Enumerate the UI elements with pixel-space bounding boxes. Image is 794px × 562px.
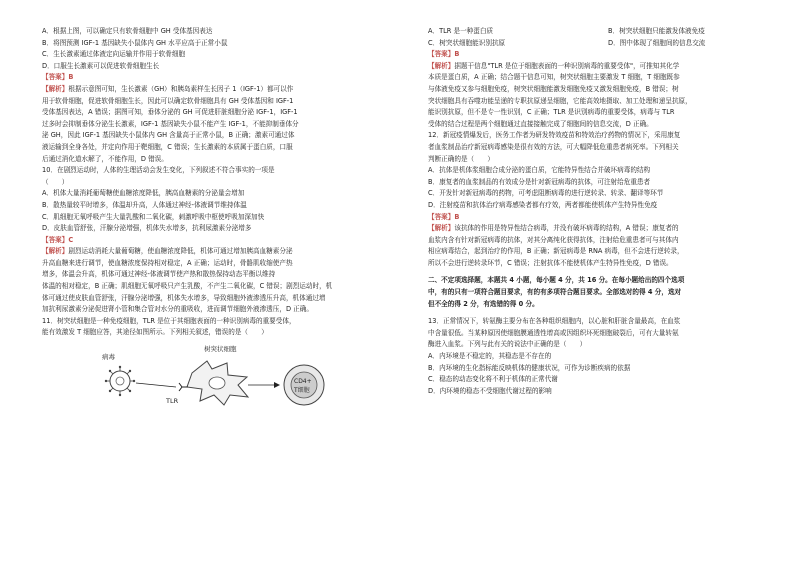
arrow-line xyxy=(136,383,176,387)
explanation-line: 与体液免疫又参与细胞免疫，树突状细胞能激发细胞免疫又激发细胞免疫，B 错误；树 xyxy=(428,84,679,93)
explanation-line: 后通过消化道水解了，不能作用，D 错误。 xyxy=(42,154,168,163)
explanation-line: 根据示意图可知，生长激素（GH）和胰岛素样生长因子 1（IGF-1）都可以作 xyxy=(68,84,294,93)
right-column xyxy=(428,26,788,397)
question-13: 13．正常情况下，转氨酶主要分布在各种组织细胞内，以心脏和肝脏含量最高，在血浆 xyxy=(428,317,681,326)
explanation-line: 增多，体温会升高，机体可通过神经-体液调节使产热和散热保持动态平衡以维持 xyxy=(42,270,276,279)
explanation-line: 能识别抗原，但不是专一性识别，C 正确；TLR 是识别病毒的重要受体，病毒与 TLR xyxy=(428,108,675,117)
immune-diagram-svg xyxy=(42,341,342,411)
explanation-line: 本质是蛋白质，A 正确；结合题干信息可知，树突状细胞主要激发 T 细胞，T 细胞既参 xyxy=(428,73,680,82)
option-b: B．康复者的血浆制品的有效成分是针对新冠病毒的抗体，可注射给危重患者 xyxy=(428,177,651,186)
question-13-cont: 中含量很低。当某种原因使细胞膜通透性增高或因组织坏死细胞破裂后，可有大量转氨 xyxy=(428,328,679,337)
immune-diagram xyxy=(42,341,402,411)
explanation-line: 体可通过使皮肤血管舒张，汗腺分泌增强，机体失水增多，导致细胞外液渗透压升高，机体通过增 xyxy=(42,293,326,302)
explanation-label: 【解析】 xyxy=(42,247,69,256)
section-heading-cont: 但不全的得 2 分，有选错的得 0 分。 xyxy=(428,299,539,308)
explanation-line: 用于软骨细胞，促进软骨细胞生长，因此可以确定软骨细胞具有 GH 受体基因和 IGF-1 xyxy=(42,96,294,105)
explanation-label: 【解析】 xyxy=(42,84,69,93)
question-12-cont: 判断正确的是（ ） xyxy=(428,154,494,163)
explanation-line: 液运输到全身各处，并定向作用于靶细胞，C 错误；生长激素的本质属于蛋白质，口服 xyxy=(42,142,293,151)
explanation-line: 体温的相对稳定，B 正确；肌细胞无氧呼吸只产生乳酸，不产生二氧化碳，C 错误；剧烈运动时，机 xyxy=(42,282,333,291)
explanation-line: 受体基因表达，A 错误；据图可知，垂体分泌的 GH 可促进肝脏细胞分泌 IGF-1，IGF-1 xyxy=(42,108,298,117)
option-c: C．开发针对新冠病毒的药物，可考虑阻断病毒的进行逆转录、转录、翻译等环节 xyxy=(428,189,664,198)
question-12-cont: 者血浆制品治疗新冠病毒感染是很有效的方法，可大幅降低危重患者病死率。下列相关 xyxy=(428,142,679,151)
explanation-line: 加抗利尿激素分泌促进肾小管和集合管对水分的重吸收，进而调节细胞外液渗透压，D 正确。 xyxy=(42,305,313,314)
explanation-line: 受体的结合过程是两个细胞通过直接接触完成了细胞间的信息交流，D 正确。 xyxy=(428,119,653,128)
option-c: C．稳态的动态变化将不利于机体的正常代谢 xyxy=(428,375,558,384)
t-cell-icon xyxy=(284,365,324,405)
answer-label: 【答案】C xyxy=(42,235,74,244)
section-heading-cont: 中，有的只有一项符合题目要求，有的有多项符合题目要求。全部选对的得 4 分，选对 xyxy=(428,288,682,297)
option-c: C．肌细胞无氧呼吸产生大量乳酸和二氧化碳，刺激呼吸中枢使呼吸加深加快 xyxy=(42,212,265,221)
options-row xyxy=(428,38,788,50)
option-b: B．树突状细胞只能激发体液免疫 xyxy=(608,27,705,35)
option-a: A．抗体是机体浆细胞合成分泌的蛋白质，它能特异性结合并破坏病毒的结构 xyxy=(428,166,651,175)
option-c: C．生长激素通过体液定向运输并作用于软骨细胞 xyxy=(42,50,186,59)
dc-label: 树突状细胞 xyxy=(204,345,237,354)
option-a: A．TLR 是一种蛋白质 xyxy=(428,27,494,35)
question-13-cont: 酶进入血浆。下列与此有关的说法中正确的是（ ） xyxy=(428,340,587,349)
explanation-paragraph xyxy=(42,246,402,258)
option-d: D．内环境的稳态不受细胞代谢过程的影响 xyxy=(428,386,552,395)
explanation-line: 突状细胞具有吞噬功能呈递的专职抗原递呈细胞，它能高效地摄取、加工处理和递呈抗原， xyxy=(428,96,692,105)
explanation-label: 【解析】 xyxy=(428,61,455,70)
explanation-paragraph xyxy=(428,223,788,235)
tlr-label: TLR xyxy=(166,397,179,406)
question-12: 12．新冠疫情爆发后，医务工作者为研发特效疫苗和特效治疗药物的情况下，采用康复 xyxy=(428,131,681,140)
tlr-receptor-icon xyxy=(179,383,188,391)
explanation-line: 该抗体的作用是特异性结合病毒，并没有破坏病毒的结构，A 错误；康复者的 xyxy=(454,224,679,233)
explanation-line: 据题干信息"TLR 是位于细胞表面的一种识别病毒的重要受体"，可推知其化学 xyxy=(454,61,680,70)
section-heading: 二、不定项选择题，本题共 4 小题，每小题 4 分，共 16 分。在每小题给出的四个选项 xyxy=(428,276,685,285)
virus-icon xyxy=(105,366,135,396)
left-column xyxy=(42,26,402,415)
option-b: B．散热量较平时增多，体温却升高，人体通过神经-体液调节维持体温 xyxy=(42,200,247,209)
answer-label: 【答案】B xyxy=(42,73,74,82)
options-row xyxy=(428,26,788,38)
virus-label: 病毒 xyxy=(102,353,115,362)
explanation-line: 过多时会抑制垂体分泌生长激素，IGF-1 基因缺失小鼠不能产生 IGF-1，不能抑制垂体分 xyxy=(42,119,299,128)
explanation-line: 所以不会进行逆转录环节，C 错误；注射抗体不能使机体产生特异性免疫，D 错误。 xyxy=(428,258,673,267)
option-d: D．口服生长激素可以促进软骨细胞生长 xyxy=(42,61,160,70)
option-b: B．将图预测 IGF-1 基因缺失小鼠体内 GH 水平应高于正常小鼠 xyxy=(42,38,228,47)
option-d: D．皮肤血管舒张，汗腺分泌增强，机体失水增多，抗利尿激素分泌增多 xyxy=(42,224,252,233)
cd4-label: CD4+ xyxy=(294,378,312,386)
question-paren: （ ） xyxy=(42,177,69,186)
dendritic-cell-icon xyxy=(187,361,248,405)
answer-label: 【答案】B xyxy=(428,212,460,221)
question-11: 11．树突状细胞是一种免疫细胞，TLR 是位于其细胞表面的一种识别病毒的重要受体， xyxy=(42,316,296,325)
t-cell-label: T细胞 xyxy=(294,387,310,395)
question-10: 10．在剧烈运动时，人体的生理活动会发生变化，下列叙述不符合事实的一项是 xyxy=(42,166,275,175)
option-c: C．树突状细胞能识别抗原 xyxy=(428,38,506,47)
explanation-line: 血浆内含有针对新冠病毒的抗体，对其分离纯化获得抗体，注射给危重患者可与其体内 xyxy=(428,235,679,244)
option-a: A．机体大量消耗葡萄糖使血糖浓度降低，胰高血糖素的分泌量会增加 xyxy=(42,189,245,198)
explanation-line: 剧烈运动消耗大量葡萄糖，使血糖浓度降低，机体可通过增加胰高血糖素分泌 xyxy=(68,247,293,256)
explanation-label: 【解析】 xyxy=(428,224,455,233)
explanation-line: 相应病毒结合，起到治疗的作用，B 正确；新冠病毒是 RNA 病毒，但不会进行逆转录， xyxy=(428,247,684,256)
option-a: A．根据上图，可以确定只有软骨细胞中 GH 受体基因表达 xyxy=(42,27,213,35)
option-d: D．注射疫苗和抗体治疗病毒感染者都有疗效，两者都能使机体产生特异性免疫 xyxy=(428,200,658,209)
explanation-line: 升高血糖来进行调节，使血糖浓度保持相对稳定，A 正确；运动时，骨骼肌收缩使产热 xyxy=(42,258,293,267)
answer-label: 【答案】B xyxy=(428,50,460,59)
explanation-paragraph xyxy=(42,84,402,96)
explanation-paragraph xyxy=(428,61,788,73)
question-11-cont: 能有效激发 T 细胞应答，其途径如图所示。下列相关叙述，错误的是（ ） xyxy=(42,328,268,337)
arrow-head-icon xyxy=(274,382,280,388)
option-b: B．内环境的生化指标能反映机体的健康状况，可作为诊断疾病的依据 xyxy=(428,363,631,372)
option-d: D．图中体现了细胞间的信息交流 xyxy=(608,38,706,47)
explanation-line: 泌 GH，因此 IGF-1 基因缺失小鼠体内 GH 含量高于正常小鼠，B 正确；激素可通过体 xyxy=(42,131,295,140)
option-a: A．内环境是不稳定的，其稳态是不存在的 xyxy=(428,352,552,361)
